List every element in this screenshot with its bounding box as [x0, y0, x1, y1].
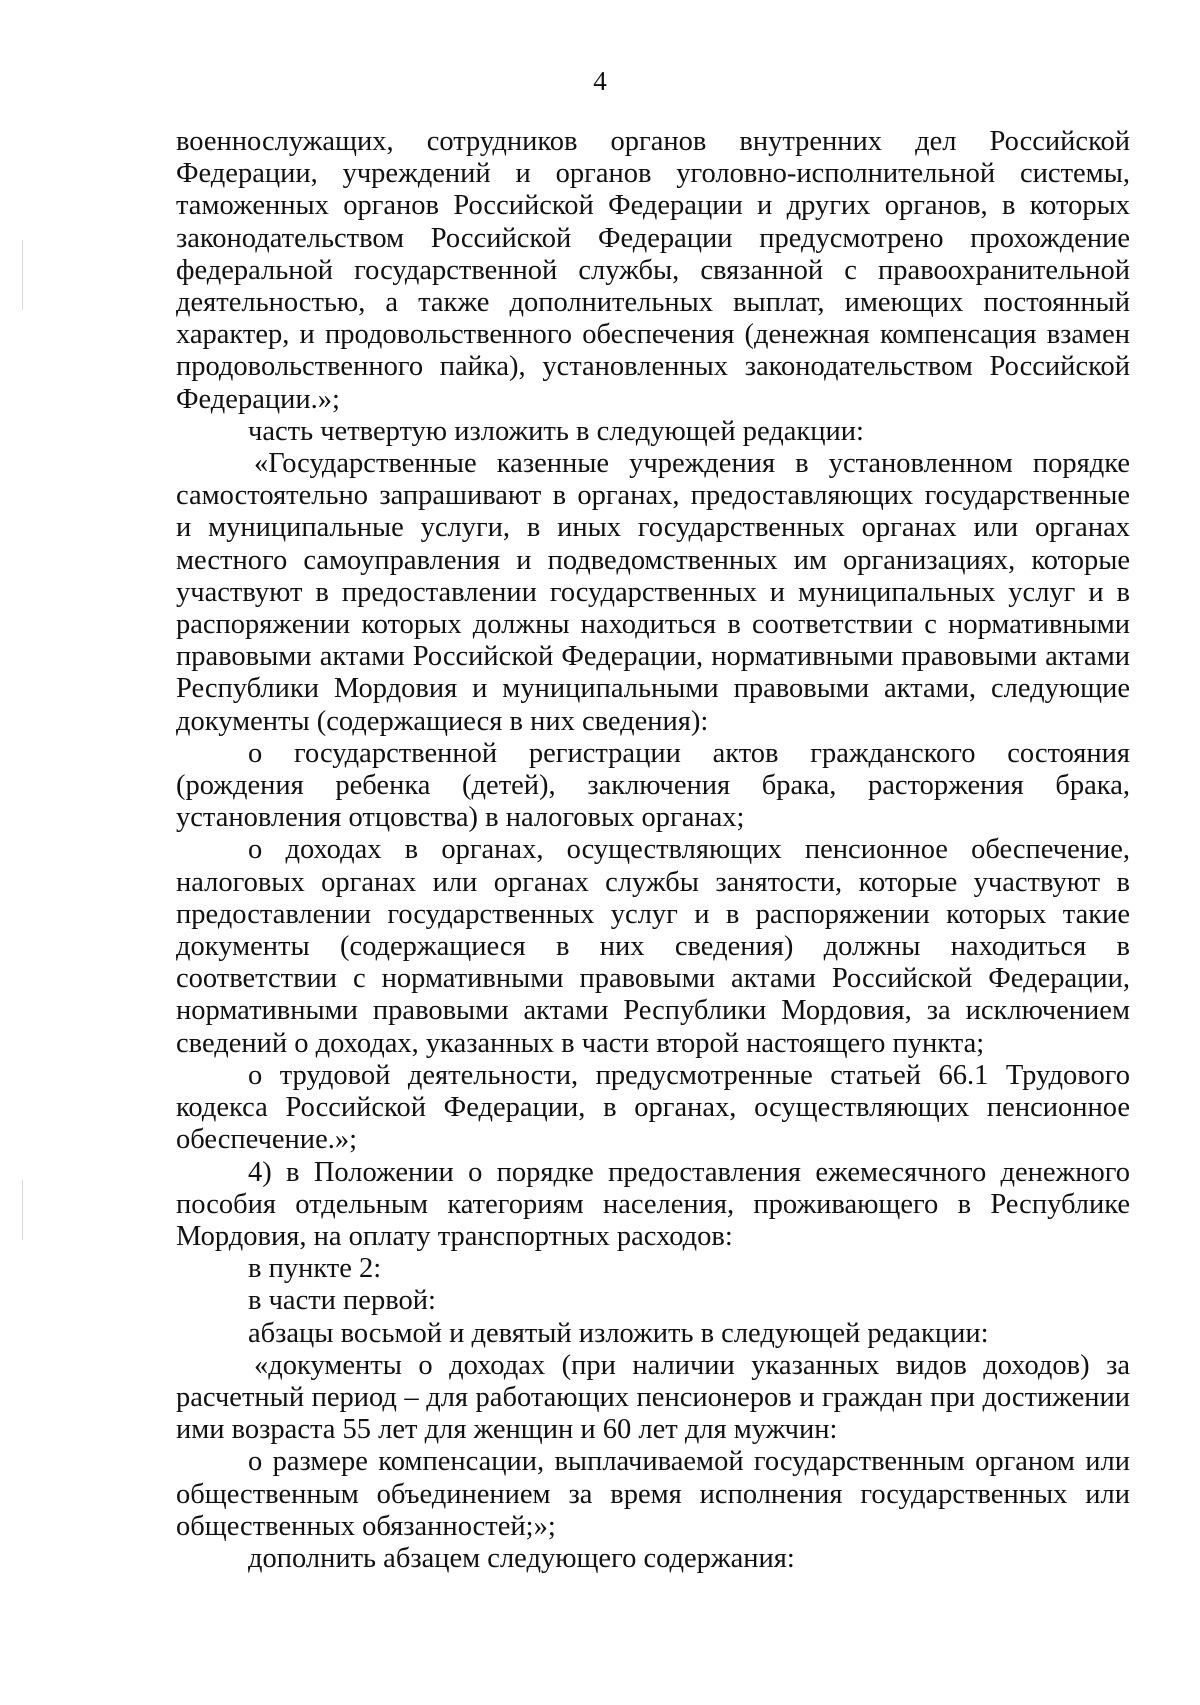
paragraph: 4) в Положении о порядке предоставления ежемесячного денежного пособия отдельным категориям населения, проживающего в Республике Мордовия, на оплату транспортных расходов:: [176, 1156, 1130, 1252]
paragraph: о трудовой деятельности, предусмотренные статьей 66.1 Трудового кодекса Российской Федерации, в органах, осуществляющих пенсионное обеспечение.»;: [176, 1059, 1130, 1156]
paragraph: «документы о доходах (при наличии указанных видов доходов) за расчетный период – для работающих пенсионеров и граждан при достижении ими возраста 55 лет для женщин и 60 лет для мужчин:: [176, 1349, 1130, 1446]
paragraph: в части первой:: [248, 1285, 436, 1317]
paragraph: о доходах в органах, осуществляющих пенсионное обеспечение, налоговых органах или органах службы занятости, которые участвуют в предоставлении государственных услуг и в распоряжении которых такие документы (содержащиеся в них сведения) должны находиться в соответствии с нормативными правовыми актами Российской Федерации, нормативными правовыми актами Республики Мордовия, за исключением сведений о доходах, указанных в части второй настоящего пункта;: [176, 834, 1130, 1059]
paragraph: о государственной регистрации актов гражданского состояния (рождения ребенка (детей), заключения брака, расторжения брака, установления отцовства) в налоговых органах;: [176, 737, 1130, 834]
paragraph: о размере компенсации, выплачиваемой государственным органом или общественным объединением за время исполнения государственных или общественных обязанностей;»;: [176, 1446, 1130, 1542]
page-number: 4: [593, 66, 607, 96]
document-body: [176, 126, 1130, 1575]
paragraph: часть четвертую изложить в следующей редакции:: [248, 415, 864, 447]
scan-artifact-line: [22, 1180, 23, 1240]
paragraph: дополнить абзацем следующего содержания:: [248, 1542, 795, 1574]
paragraph: абзацы восьмой и девятый изложить в следующей редакции:: [248, 1317, 989, 1349]
paragraph: военнослужащих, сотрудников органов внутренних дел Российской Федерации, учреждений и органов уголовно-исполнительной системы, таможенных органов Российской Федерации и других органов, в которых законодательством Российской Федерации предусмотрено прохождение федеральной государственной службы, связанной с правоохранительной деятельностью, а также дополнительных выплат, имеющих постоянный характер, и продовольственного обеспечения (денежная компенсация взамен продовольственного пайка), установленных законодательством Российской Федерации.»;: [176, 126, 1130, 415]
paragraph: «Государственные казенные учреждения в установленном порядке самостоятельно запрашивают в органах, предоставляющих государственные и муниципальные услуги, в иных государственных органах или органах местного самоуправления и подведомственных им организациях, которые участвуют в предоставлении государственных и муниципальных услуг и в распоряжении которых должны находиться в соответствии с нормативными правовыми актами Российской Федерации, нормативными правовыми актами Республики Мордовия и муниципальными правовыми актами, следующие документы (содержащиеся в них сведения):: [176, 448, 1130, 737]
scan-artifact-line: [22, 240, 23, 310]
paragraph: в пункте 2:: [248, 1253, 382, 1285]
